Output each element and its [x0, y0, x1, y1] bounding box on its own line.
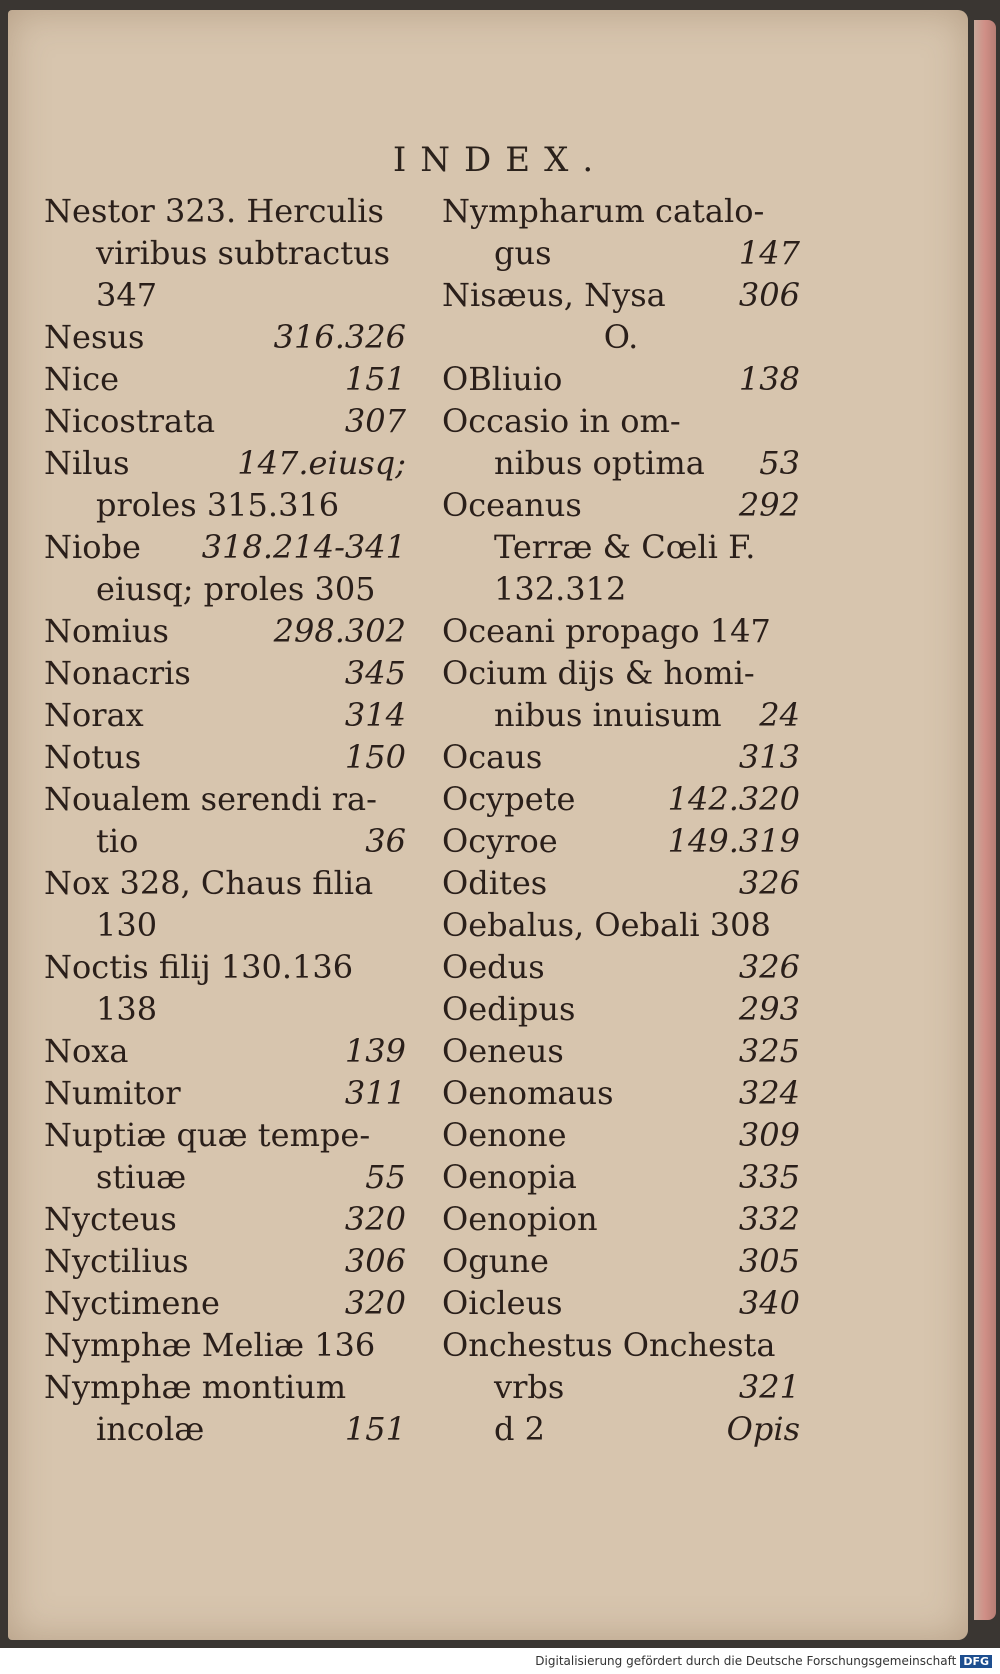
index-term: 138: [96, 990, 158, 1028]
index-page-number: 320: [344, 1200, 406, 1238]
index-entry: [44, 400, 406, 442]
index-page-number: 307: [344, 402, 406, 440]
index-term: Ocyroe: [442, 822, 558, 860]
index-page-number: 147.eiusq;: [237, 444, 406, 482]
index-term: Oicleus: [442, 1284, 563, 1322]
index-entry: [44, 610, 406, 652]
footer-bar: [0, 1648, 1000, 1674]
index-term: proles 315.316: [96, 486, 340, 524]
index-term: Notus: [44, 738, 142, 776]
index-term: Ocium dijs & homi-: [442, 654, 755, 692]
index-entry: [442, 1114, 800, 1156]
index-term: Oenone: [442, 1116, 567, 1154]
index-page-number: 147: [738, 234, 800, 272]
index-entry: [44, 484, 406, 526]
index-term: nibus optima: [494, 444, 705, 482]
index-term: vrbs: [494, 1368, 565, 1406]
index-page-number: 139: [344, 1032, 406, 1070]
index-page-number: 326: [738, 948, 800, 986]
index-entry: [442, 904, 800, 946]
index-term: Odites: [442, 864, 548, 902]
index-column-left: [44, 190, 406, 1450]
index-term: Oeneus: [442, 1032, 564, 1070]
index-term: stiuæ: [96, 1158, 187, 1196]
index-page-number: 298.302: [273, 612, 406, 650]
index-entry: [44, 862, 406, 904]
index-entry: [442, 610, 800, 652]
index-term: Nuptiæ quæ tempe-: [44, 1116, 371, 1154]
footer-credit: [535, 1654, 992, 1668]
index-page-number: 321: [738, 1368, 800, 1406]
index-page-number: 293: [738, 990, 800, 1028]
index-page-number: 345: [344, 654, 406, 692]
index-term: Nyctimene: [44, 1284, 220, 1322]
index-entry: [44, 1156, 406, 1198]
index-page-number: 340: [738, 1284, 800, 1322]
index-entry: [442, 1240, 800, 1282]
index-entry: [442, 1366, 800, 1408]
index-term: Nympharum catalo-: [442, 192, 765, 230]
index-term: 347: [96, 276, 158, 314]
index-entry: [442, 316, 800, 358]
index-entry: [44, 694, 406, 736]
index-entry: [44, 190, 406, 232]
index-term: Oceani propago 147: [442, 612, 771, 650]
index-term: gus: [494, 234, 552, 272]
index-entry: [442, 988, 800, 1030]
index-term: O.: [603, 318, 639, 356]
index-entry: [442, 652, 800, 694]
index-term: Oceanus: [442, 486, 582, 524]
index-entry: [44, 1198, 406, 1240]
index-term: nibus inuisum: [494, 696, 722, 734]
index-term: Ogune: [442, 1242, 549, 1280]
index-entry: [44, 1366, 406, 1408]
footer-credit-text: Digitalisierung gefördert durch die Deutsche Forschungsgemeinschaft: [535, 1654, 957, 1668]
index-term: Oenopion: [442, 1200, 598, 1238]
index-entry: [442, 1156, 800, 1198]
index-term: Nonacris: [44, 654, 191, 692]
index-term: Nox 328, Chaus filia: [44, 864, 374, 902]
index-term: Terræ & Cœli F.: [494, 528, 756, 566]
index-entry: [442, 778, 800, 820]
index-term: Ocypete: [442, 780, 576, 818]
index-term: Niobe: [44, 528, 141, 566]
index-term: Nice: [44, 360, 120, 398]
page-title: INDEX.: [392, 140, 608, 180]
index-page-number: 320: [344, 1284, 406, 1322]
index-entry: [442, 694, 800, 736]
index-entry: [44, 652, 406, 694]
index-entry: [442, 526, 800, 568]
index-page-number: 326: [738, 864, 800, 902]
index-term: Oedipus: [442, 990, 576, 1028]
index-entry: [442, 442, 800, 484]
index-term: Nicostrata: [44, 402, 216, 440]
index-entry: [442, 1282, 800, 1324]
index-term: Numitor: [44, 1074, 181, 1112]
index-entry: [442, 568, 800, 610]
index-page-number: 149.319: [667, 822, 800, 860]
index-entry: [442, 1198, 800, 1240]
index-entry: [44, 232, 406, 274]
index-page-number: 24: [759, 696, 800, 734]
index-page-number: 53: [759, 444, 800, 482]
index-entry: [442, 1030, 800, 1072]
index-page-number: 335: [738, 1158, 800, 1196]
index-page-number: 292: [738, 486, 800, 524]
index-entry: [442, 232, 800, 274]
index-page-number: 306: [738, 276, 800, 314]
index-entry: [44, 1114, 406, 1156]
index-page-number: 324: [738, 1074, 800, 1112]
index-term: tio: [96, 822, 139, 860]
index-entry: [442, 736, 800, 778]
index-term: Nymphæ Meliæ 136: [44, 1326, 376, 1364]
index-page-number: 311: [344, 1074, 406, 1112]
index-page-number: 332: [738, 1200, 800, 1238]
index-term: viribus subtractus: [96, 234, 391, 272]
index-entry: [44, 526, 406, 568]
index-entry: [442, 274, 800, 316]
index-entry: [44, 568, 406, 610]
index-entry: [44, 316, 406, 358]
index-page-number: 309: [738, 1116, 800, 1154]
index-page-number: 316.326: [273, 318, 406, 356]
index-entry: [44, 1282, 406, 1324]
index-term: OBliuio: [442, 360, 563, 398]
index-entry: [442, 862, 800, 904]
index-page-number: 325: [738, 1032, 800, 1070]
index-entry: [44, 1240, 406, 1282]
index-entry: [442, 358, 800, 400]
index-entry: [44, 1030, 406, 1072]
index-page-number: 306: [344, 1242, 406, 1280]
index-entry: [44, 358, 406, 400]
index-page-number: 314: [344, 696, 406, 734]
index-page-number: 318.214-341: [201, 528, 406, 566]
index-page-number: 36: [365, 822, 406, 860]
index-page-number: Opis: [726, 1410, 800, 1448]
index-entry: [442, 190, 800, 232]
index-term: Nyctilius: [44, 1242, 189, 1280]
index-entry: [44, 274, 406, 316]
index-entry: [442, 1072, 800, 1114]
index-entry: [44, 736, 406, 778]
index-entry: [44, 820, 406, 862]
index-term: Oedus: [442, 948, 545, 986]
index-term: Oenomaus: [442, 1074, 614, 1112]
index-entry: [442, 1408, 800, 1450]
index-entry: [442, 1324, 800, 1366]
index-entry: [44, 946, 406, 988]
index-page-number: 313: [738, 738, 800, 776]
index-page-number: 138: [738, 360, 800, 398]
index-term: Noctis filij 130.136: [44, 948, 354, 986]
index-term: Norax: [44, 696, 144, 734]
index-term: 132.312: [494, 570, 627, 608]
index-page-number: 55: [365, 1158, 406, 1196]
index-entry: [442, 820, 800, 862]
index-entry: [44, 1072, 406, 1114]
index-entry: [442, 400, 800, 442]
index-term: incolæ: [96, 1410, 205, 1448]
index-term: eiusq; proles 305: [96, 570, 376, 608]
index-entry: [44, 1408, 406, 1450]
index-column-right: [442, 190, 800, 1450]
index-entry: [44, 778, 406, 820]
index-term: Nisæus, Nysa: [442, 276, 666, 314]
index-entry: [442, 946, 800, 988]
index-page-number: 151: [344, 1410, 406, 1448]
index-term: Oenopia: [442, 1158, 577, 1196]
index-term: Noualem serendi ra-: [44, 780, 377, 818]
index-entry: [44, 904, 406, 946]
index-page-number: 150: [344, 738, 406, 776]
index-term: Nomius: [44, 612, 169, 650]
index-term: Nestor 323. Herculis: [44, 192, 384, 230]
index-entry: [44, 442, 406, 484]
index-term: Nycteus: [44, 1200, 177, 1238]
index-term: Occasio in om-: [442, 402, 681, 440]
index-term: Nesus: [44, 318, 145, 356]
index-page-number: 305: [738, 1242, 800, 1280]
index-page-number: 151: [344, 360, 406, 398]
index-term: Ocaus: [442, 738, 543, 776]
index-entry: [44, 988, 406, 1030]
dfg-logo: DFG: [960, 1655, 992, 1668]
index-term: Oebalus, Oebali 308: [442, 906, 771, 944]
index-entry: [44, 1324, 406, 1366]
index-page-number: 142.320: [667, 780, 800, 818]
index-term: d 2: [494, 1410, 546, 1448]
index-term: Onchestus Onchesta: [442, 1326, 776, 1364]
index-term: Nymphæ montium: [44, 1368, 347, 1406]
index-term: Nilus: [44, 444, 130, 482]
index-entry: [442, 484, 800, 526]
index-term: Noxa: [44, 1032, 129, 1070]
index-term: 130: [96, 906, 158, 944]
page-edge: [974, 20, 996, 1620]
